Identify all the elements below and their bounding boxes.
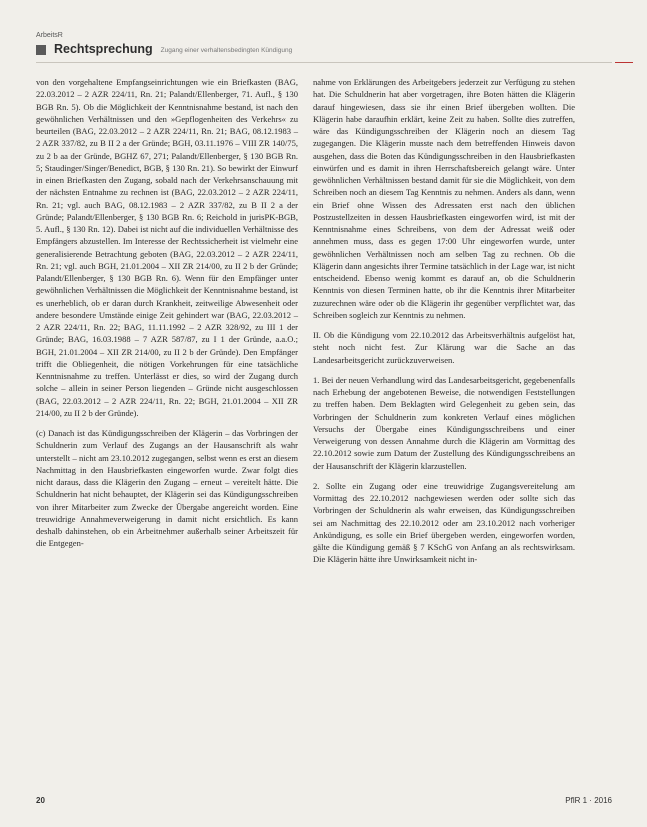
rubric-title: Rechtsprechung <box>54 42 153 56</box>
journal-reference: PflR 1 · 2016 <box>565 796 612 805</box>
paragraph: von den vorgehaltene Empfangseinrichtungen wie ein Briefkasten (BAG, 22.03.2012 – 2 AZR 224/11, Rn. 21; Palandt/Ellenberger, 71. Aufl., § 130 BGB Rn. 5). Ob die Möglichkeit der Kenntnisnahme bestand, ist nach den gewöhnlichen Verhältnissen und den »Gepflogenheiten des Verkehrs« zu beurteilen (BAG, 22.03.2012 – 2 AZR 224/11, Rn. 21; BAG, 08.12.1983 – 2 AZR 337/82, zu B II 2 a der Gründe; BGH, 03.11.1976 – VIII ZR 140/75, zu 2 b aa der Gründe, BGHZ 67, 271; Palandt/Ellenberger, § 130 BGB Rn. 5; Staudinger/Singer/Benedict, BGB, § 130 Rn. 21). So bewirkt der Einwurf in einen Briefkasten den Zugang, sobald nach der Verkehrsanschauung mit der nächsten Entnahme zu rechnen ist (BAG, 22.03.2012 – 2 AZR 224/11, Rn. 21; vgl. auch BAG, 08.12.1983 – 2 AZR 337/82, zu B II 2 a der Gründe; Palandt/Ellenberger, § 130 BGB Rn. 6; Reichold in jurisPK-BGB, 5. Aufl., § 130 Rn. 12). Dabei ist nicht auf die individuellen Verhältnisse des Empfängers abzustellen. Im Interesse der Rechtssicherheit ist vielmehr eine generalisierende Betrachtung geboten (BAG, 22.03.2012 – 2 AZR 224/11, Rn. 21; vgl. auch BGH, 21.01.2004 – XII ZR 214/00, zu II 2 b der Gründe; Palandt/Ellenberger, § 130 BGB Rn. 6). Wenn für den Empfänger unter gewöhnlichen Verhältnissen die Möglichkeit der Kenntnisnahme bestand, ist es unerheblich, ob er daran durch Krankheit, zeitweilige Abwesenheit oder andere besondere Umstände einige Zeit gehindert war (BAG, 22.03.2012 – 2 AZR 224/11, Rn. 22; BAG, 11.11.1992 – 2 AZR 328/92, zu III 1 der Gründe; BAG, 16.03.1988 – 7 AZR 587/87, zu I 1 der Gründe, a.a.O.; BGH, 21.01.2004 – XII ZR 214/00, zu II 2 b der Gründe). Den Empfänger trifft die Obliegenheit, die nötigen Vorkehrungen für eine tatsächliche Kenntnisnahme zu treffen. Unterlässt er dies, so wird der Zugang durch solche – allein in seiner Person liegenden – Gründe nicht ausgeschlossen (BAG, 22.03.2012 – 2 AZR 224/11, Rn. 22; BGH, 21.01.2004 – XII ZR 214/00, zu II 2 b der Gründe). <box>36 77 298 418</box>
rubric-subtitle: Zugang einer verhaltensbedingten Kündigung <box>160 46 293 54</box>
paragraph: (c) Danach ist das Kündigungsschreiben der Klägerin – das Vorbringen der Schuldnerin zum Verlauf des Zugangs an der Hausanschrift als wahr unterstellt – nicht am 23.10.2012 zugegangen, selbst wenn es erst an diesem Nachmittag in den Hausbriefkasten eingeworfen wurde. Zwar folgt dies nicht daraus, dass die Klägerin den Zugang – erneut – vereitelt hätte. Die Schuldnerin hat nicht behauptet, der Klägerin sei das Kündigungsschreiben von ihrer Mitarbeiter zum Zwecke der Übergabe angereicht worden. Eine treuwidrige Annahmeverweigerung in damit nicht ersichtlich. Es kann deshalb dahinstehen, ob ein Arbeitnehmer außerhalb seiner Arbeitszeit für die Entgegen- <box>36 428 298 549</box>
page-number: 20 <box>36 796 45 805</box>
paragraph: 1. Bei der neuen Verhandlung wird das Landesarbeitsgericht, gegebenenfalls nach Erhebung der angebotenen Beweise, die notwendigen Feststellungen zu treffen haben. Dem Beklagten wird Gelegenheit zu geben sein, das Vorbringen der Schuldnerin zum konkreten Verlauf eines möglichen Versuchs der Übergabe eines Kündigungsschreibens und einer Verweigerung von dessen Annahme durch die Klägerin am Vormittag des 22.10.2012 sowie zum Datum der Zustellung des Kündigungsschreibens an der Hausanschrift der Klägerin klarzustellen. <box>313 374 575 471</box>
left-column <box>36 76 298 550</box>
page-header <box>36 42 612 63</box>
paragraph: II. Ob die Kündigung vom 22.10.2012 das Arbeitsverhältnis aufgelöst hat, steht noch nicht fest. Zur Klärung war die Sache an das Landesarbeitsgericht zurückzuverweisen. <box>313 330 575 365</box>
right-column <box>313 76 575 566</box>
paragraph: 2. Sollte ein Zugang oder eine treuwidrige Zugangsvereitelung am Vormittag des 22.10.2012 nachgewiesen werden oder sollte sich das Vorbringen der Schuldnerin als wahr erweisen, das Kündigungsschreiben sei am Nachmittag des 22.10.2012 oder am 23.10.2012 nach vorheriger Ankündigung, es solle ein Brief übergeben werden, eingeworfen worden, gälte die Kündigung gemäß § 7 KSchG von Anfang an als rechtswirksam. Die Klägerin hätte ihre Unwirksamkeit nicht in- <box>313 480 575 565</box>
section-label: ArbeitsR <box>36 32 63 39</box>
page-footer <box>36 796 612 810</box>
margin-mark <box>615 62 633 63</box>
rubric-marker-icon <box>36 45 46 55</box>
paragraph: nahme von Erklärungen des Arbeitgebers jederzeit zur Verfügung zu stehen hat. Die Schuldnerin hat aber vorgetragen, ihre Boten hätten die Klägerin darauf hingewiesen, dass sie ihr einen Brief übergeben wollten. Die Klägerin habe daraufhin erklärt, keine Zeit zu haben. Sollte dies zutreffen, wäre das Kündigungsschreiben der Klägerin noch an diesem Tag zugegangen. Die Klägerin musste nach dem betreffenden Hinweis davon ausgehen, dass die Boten das Kündigungsschreiben in den Hausbriefkasten einwürfen und es damit in ihren Herrschaftsbereich gelangt wäre. Unter gewöhnlichen Verhältnissen bestand damit für sie die Möglichkeit, von dem Schreiben noch an diesem Tag Kenntnis zu nehmen. Anders als dann, wenn ein Brief ohne Wissen des Adressaten erst nach den üblichen Postzustellzeiten in dessen Hausbriefkasten eingeworfen wird, ist mit der Kenntnisnahme eines Schreibens, von dem der Adressat weiß oder annehmen muss, dass es gegen 17:00 Uhr eingeworfen wurde, unter gewöhnlichen Verhältnissen noch am selben Tag zu rechnen. Ob die Klägerin dann angesichts ihrer Termine tatsächlich in der Lage war, ist nicht entscheidend. Ebenso wenig kommt es darauf an, ob die Schuldnerin Kenntnis von diesen Terminen hatte, ob ihr die Kenntnis ihrer Mitarbeiter zuzurechnen wäre oder ob die Klägerin ihr gegenüber verpflichtet war, das Schreiben sogleich zur Kenntnis zu nehmen. <box>313 77 575 320</box>
